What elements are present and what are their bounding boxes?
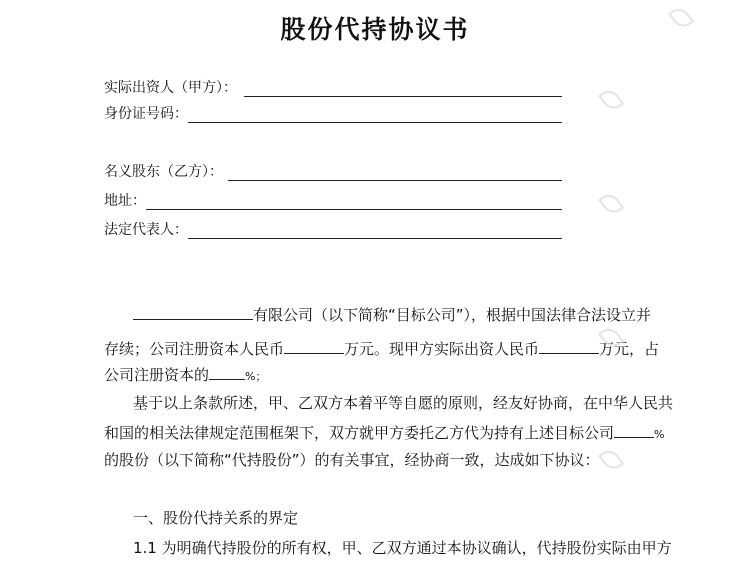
address-label: 地址：: [104, 193, 146, 209]
id-number-label: 身份证号码：: [104, 106, 188, 122]
clause-1-1: 1.1 为明确代持股份的所有权，甲、乙双方通过本协议确认，代持股份实际由甲方: [133, 539, 672, 557]
para2-line1: 基于以上条款所述，甲、乙双方本着平等自愿的原则，经友好协商，在中华人民共: [133, 394, 674, 412]
investor-underline: [244, 96, 562, 97]
document-title: 股份代持协议书: [280, 15, 470, 44]
id-number-underline: [188, 122, 562, 123]
investment-amount-blank: [539, 339, 599, 354]
para1-line2-text-b: 万元。现甲方实际出资人民币: [344, 340, 540, 358]
legal-rep-underline: [188, 238, 562, 239]
company-name-blank: [133, 305, 253, 320]
para1-line1-text: 有限公司（以下简称“目标公司”），根据中国法律合法设立并: [253, 306, 652, 324]
para1-line2: [104, 339, 659, 357]
section1-heading: 一、股份代持关系的界定: [133, 509, 299, 527]
percentage-blank: [209, 365, 245, 380]
para1-line3: [104, 365, 266, 385]
nominee-label: 名义股东（乙方）：: [104, 164, 223, 180]
para1-line2-text-c: 万元，占: [599, 340, 660, 358]
percent-sign-2: %: [654, 428, 665, 441]
para1-line2-text-a: 存续；公司注册资本人民币: [104, 340, 285, 358]
para1-line3-text: 公司注册资本的: [104, 366, 210, 384]
percent-sign: %；: [245, 370, 267, 383]
para2-line2: [104, 423, 664, 443]
address-underline: [146, 209, 562, 210]
para2-line2-text: 和国的相关法律规定范围框架下，双方就甲方委托乙方代为持有上述目标公司: [104, 424, 615, 442]
investor-label: 实际出资人（甲方）：: [104, 80, 237, 96]
para1-line1: [133, 305, 651, 323]
registered-capital-blank: [284, 339, 344, 354]
watermark-logo: [595, 116, 720, 224]
legal-rep-label: 法定代表人：: [104, 222, 188, 238]
para2-line3: 的股份（以下简称“代持股份”）的有关事宜，经协商一致，达成如下协议：: [104, 451, 600, 469]
nominee-underline: [228, 180, 562, 181]
